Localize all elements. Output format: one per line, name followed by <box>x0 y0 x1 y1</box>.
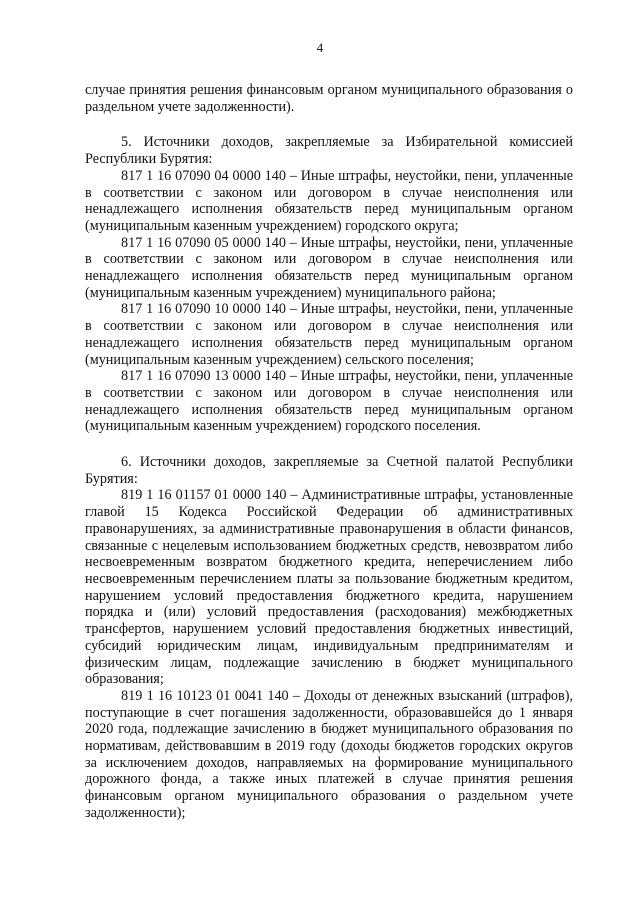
page-number: 4 <box>316 40 324 55</box>
section-5-item-2: 817 1 16 07090 05 0000 140 – Иные штрафы, неустойки, пени, уплаченные в соответствии с законом или договором в случае неисполнения или ненадлежащего исполнения обязательств перед муниципальным органом (муниципальным казенным учреждением) муниципального района; <box>85 234 573 301</box>
spacer <box>85 115 573 134</box>
section-5-heading: 5. Источники доходов, закрепляемые за Избирательной комиссией Республики Бурятия: <box>85 134 573 168</box>
intro-paragraph: случае принятия решения финансовым органом муниципального образования о раздельном учете задолженности). <box>85 82 573 115</box>
section-5-item-4: 817 1 16 07090 13 0000 140 – Иные штрафы, неустойки, пени, уплаченные в соответствии с законом или договором в случае неисполнения или ненадлежащего исполнения обязательств перед муниципальным органом (муниципальным казенным учреждением) городского поселения. <box>85 368 573 435</box>
section-6-heading: 6. Источники доходов, закрепляемые за Счетной палатой Республики Бурятия: <box>85 454 573 487</box>
section-5-item-3: 817 1 16 07090 10 0000 140 – Иные штрафы, неустойки, пени, уплаченные в соответствии с законом или договором в случае неисполнения или ненадлежащего исполнения обязательств перед муниципальным органом (муниципальным казенным учреждением) сельского поселения; <box>85 301 573 368</box>
section-6-item-2: 819 1 16 10123 01 0041 140 – Доходы от денежных взысканий (штрафов), поступающие в счет погашения задолженности, образовавшейся до 1 января 2020 года, подлежащие зачислению в бюджет муниципального образования по нормативам, действовавшим в 2019 году (доходы бюджетов городских округов за исключением доходов, направляемых на формирование муниципального дорожного фонда, а также иных платежей в случае принятия решения финансовым органом муниципального образования о раздельном учете задолженности); <box>85 687 573 821</box>
section-6-item-1: 819 1 16 01157 01 0000 140 – Административные штрафы, установленные главой 15 Кодекса Российской Федерации об административных правонарушениях, за административные правонарушения в области финансов, связанные с нецелевым использованием бюджетных средств, невозвратом либо несвоевременным возвратом бюджетного кредита, неперечислением либо несвоевременным перечислением платы за пользование бюджетным кредитом, нарушением условий предоставления бюджетного кредита, нарушением порядка и (или) условий предоставления (расходования) межбюджетных трансфертов, нарушением условий предоставления бюджетных инвестиций, субсидий юридическим лицам, индивидуальным предпринимателям и физическим лицам, подлежащие зачислению в бюджет муниципального образования; <box>85 487 573 688</box>
section-5-item-1: 817 1 16 07090 04 0000 140 – Иные штрафы, неустойки, пени, уплаченные в соответствии с законом или договором в случае неисполнения или ненадлежащего исполнения обязательств перед муниципальным органом (муниципальным казенным учреждением) городского округа; <box>85 167 573 234</box>
spacer <box>85 435 573 454</box>
document-body <box>85 82 573 822</box>
